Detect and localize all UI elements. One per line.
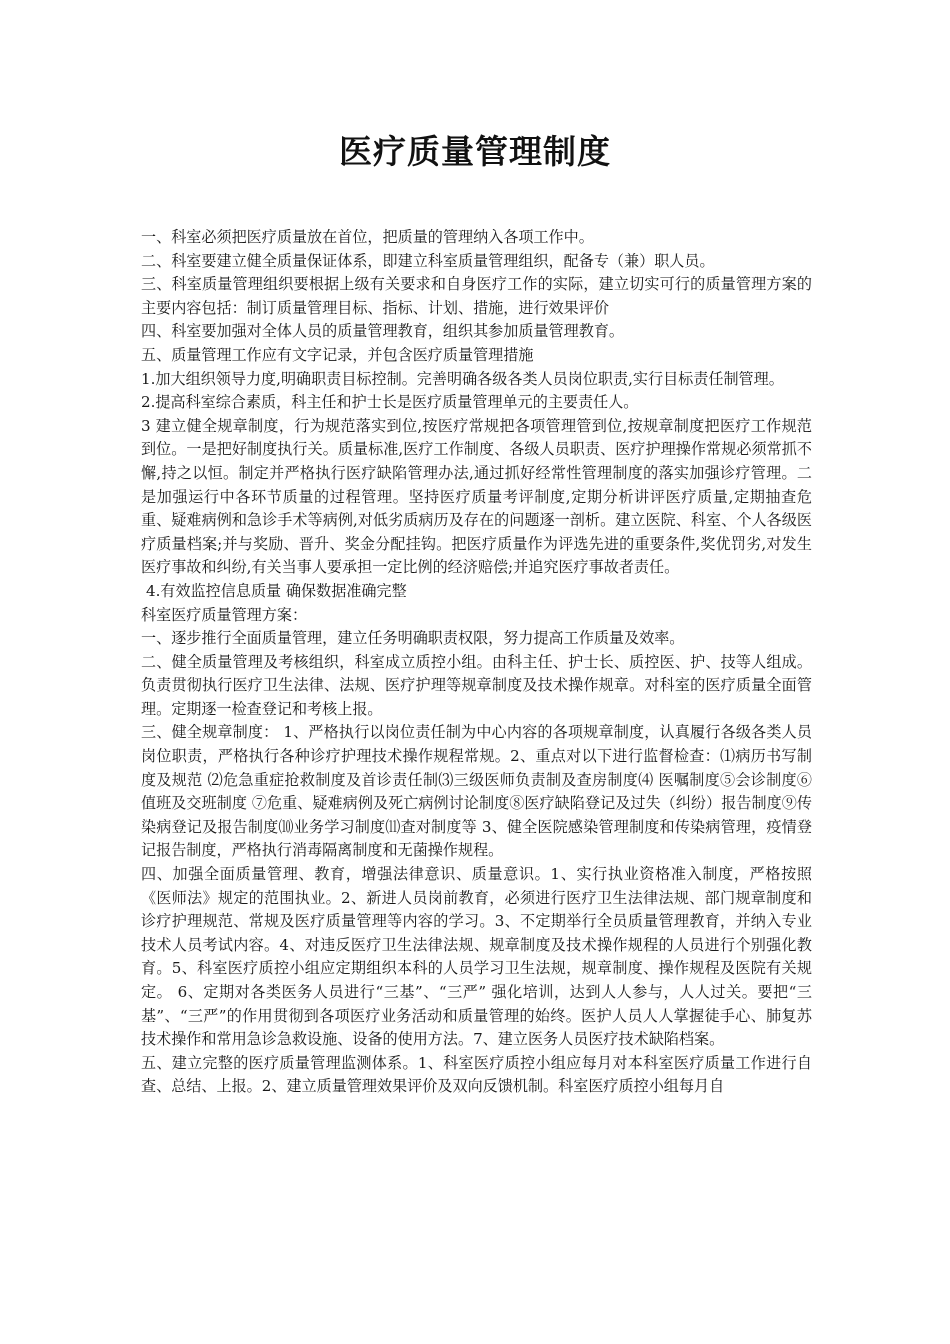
- document-body: [141, 226, 812, 1099]
- paragraph: 二、科室要建立健全质量保证体系，即建立科室质量管理组织，配备专（兼）职人员。: [141, 251, 715, 270]
- paragraph: 三、科室质量管理组织要根据上级有关要求和自身医疗工作的实际，建立切实可行的质量管理方案的主要内容包括：制订质量管理目标、指标、计划、措施，进行效果评价: [141, 275, 812, 317]
- paragraph: 一、科室必须把医疗质量放在首位，把质量的管理纳入各项工作中。: [141, 228, 594, 246]
- paragraph: 五、建立完整的医疗质量管理监测体系。1、科室医疗质控小组应每月对本科室医疗质量工作进行自查、总结、上报。2、建立质量管理效果评价及双向反馈机制。科室医疗质控小组每月自: [141, 1053, 812, 1096]
- paragraph: 2.提高科室综合素质，科主任和护士长是医疗质量管理单元的主要责任人。: [141, 393, 639, 412]
- paragraph: 四、科室要加强对全体人员的质量管理教育，组织其参加质量管理教育。: [141, 322, 625, 341]
- paragraph: 一、逐步推行全面质量管理，建立任务明确职责权限，努力提高工作质量及效率。: [141, 629, 685, 648]
- paragraph: 四、加强全面质量管理、教育，增强法律意识、质量意识。1、实行执业资格准入制度，严格按照《医师法》规定的范围执业。2、新进人员岗前教育，必须进行医疗卫生法律法规、部门规章制度和诊疗护理规范、常规及医疗质量管理等内容的学习。3、不定期举行全员质量管理教育，并纳入专业技术人员考试内容。4、对违反医疗卫生法律法规、规章制度及技术操作规程的人员进行个别强化教育。5、科室医疗质控小组应定期组织本科的人员学习卫生法规，规章制度、操作规程及医院有关规定。 6、定期对各类医务人员进行“三基”、“三严” 强化培训，达到人人参与，人人过关。要把“三基”、“三严”的作用贯彻到各项医疗业务活动和质量管理的始终。医护人员人人掌握徒手心、肺复苏技术操作和常用急诊急救设施、设备的使用方法。7、建立医务人员医疗技术缺陷档案。: [141, 865, 812, 1049]
- paragraph: 1.加大组织领导力度,明确职责目标控制。完善明确各级各类人员岗位职责,实行目标责任制管理。: [141, 369, 784, 388]
- paragraph: 二、健全质量管理及考核组织，科室成立质控小组。由科主任、护士长、质控医、护、技等人组成。负责贯彻执行医疗卫生法律、法规、医疗护理等规章制度及技术操作规章。对科室的医疗质量全面管理。定期逐一检查登记和考核上报。: [141, 652, 812, 718]
- paragraph: 五、质量管理工作应有文字记录，并包含医疗质量管理措施: [141, 345, 534, 364]
- document-title: 医疗质量管理制度: [339, 132, 611, 171]
- paragraph: 三、健全规章制度： 1、严格执行以岗位责任制为中心内容的各项规章制度，认真履行各级各类人员岗位职责，严格执行各种诊疗护理技术操作规程常规。2、重点对以下进行监督检查：⑴病历书写制度及规范 ⑵危急重症抢救制度及首诊责任制⑶三级医师负责制及查房制度⑷ 医嘱制度⑤会诊制度⑥值班及交班制度 ⑦危重、疑难病例及死亡病例讨论制度⑧医疗缺陷登记及过失（纠纷）报告制度⑨传染病登记及报告制度⑽业务学习制度⑾查对制度等 3、健全医院感染管理制度和传染病管理，疫情登记报告制度，严格执行消毒隔离制度和无菌操作规程。: [141, 723, 812, 860]
- paragraph: 科室医疗质量管理方案：: [141, 605, 308, 624]
- paragraph: 4.有效监控信息质量 确保数据准确完整: [146, 581, 407, 600]
- paragraph: 3 建立健全规章制度，行为规范落实到位,按医疗常规把各项管理管到位,按规章制度把医疗工作规范到位。一是把好制度执行关。质量标准,医疗工作制度、各级人员职责、医疗护理操作常规必须常抓不懈,持之以恒。制定并严格执行医疗缺陷管理办法,通过抓好经常性管理制度的落实加强诊疗管理。二是加强运行中各环节质量的过程管理。坚持医疗质量考评制度,定期分析讲评医疗质量,定期抽查危重、疑难病例和急诊手术等病例,对低劣质病历及存在的问题逐一剖析。建立医院、科室、个人各级医疗质量档案;并与奖励、晋升、奖金分配挂钩。把医疗质量作为评选先进的重要条件,奖优罚劣,对发生医疗事故和纠纷,有关当事人要承担一定比例的经济赔偿;并追究医疗事故者责任。: [141, 416, 812, 577]
